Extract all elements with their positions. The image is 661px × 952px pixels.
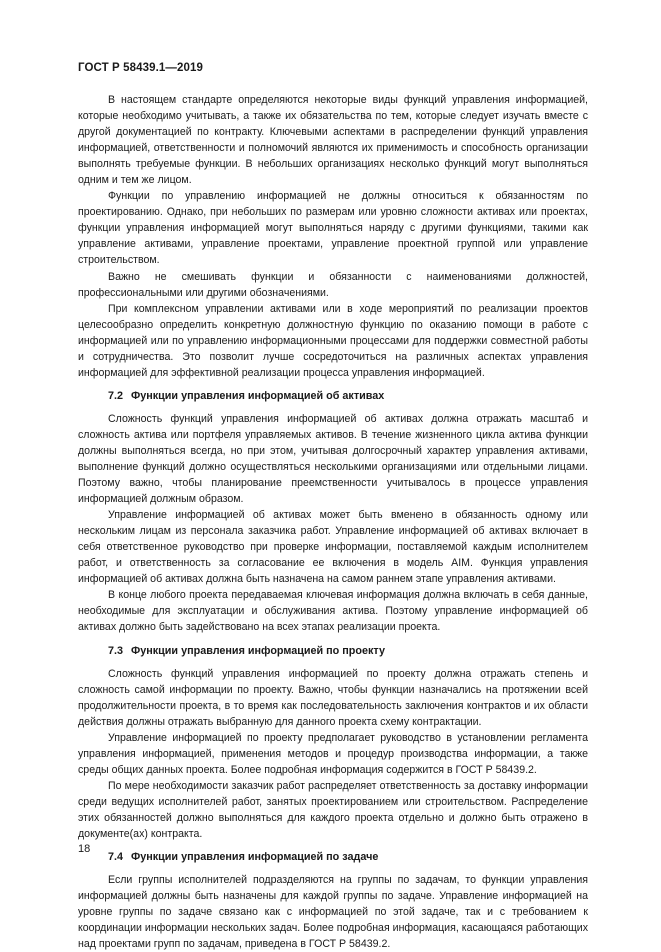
- paragraph: По мере необходимости заказчик работ распределяет ответственность за доставку информации среди ведущих исполнителей работ, занятых проектированием или строительством. Распределение этих обязанностей должно выполняться для каждого проекта отдельно и должно быть отражено в документе(ах) контракта.: [78, 779, 588, 840]
- section-heading: [78, 849, 588, 865]
- page-number: 18: [78, 843, 91, 855]
- section-heading: [78, 643, 588, 659]
- document-header: ГОСТ Р 58439.1—2019: [78, 62, 203, 74]
- section-title: Функции управления информацией по проекту: [131, 644, 385, 657]
- paragraph: Управление информацией об активах может быть вменено в обязанность одному или нескольким лицам из персонала заказчика работ. Управление информацией об активах включает в себя ответственное руководство при проверке информации, поставляемой каждым исполнителем работ, и ответственность за согласование ее включения в модель AIM. Функция управления информацией об активах должна быть назначена на самом раннем этапе управления активами.: [78, 509, 588, 586]
- document-body: [78, 92, 588, 952]
- section-heading: [78, 388, 588, 404]
- paragraph: В конце любого проекта передаваемая ключевая информация должна включать в себя данные, необходимые для эксплуатации и обслуживания актива. Поэтому управление информацией об активах должно быть задействовано на всех этапах реализации проекта.: [78, 589, 588, 634]
- paragraph: Управление информацией по проекту предполагает руководство в установлении регламента управления информацией, применения методов и процедур производства информации, а также среды общих данных проекта. Более подробная информация содержится в ГОСТ Р 58439.2.: [78, 731, 588, 776]
- paragraph: Если группы исполнителей подразделяются на группы по задачам, то функции управления информацией должны быть назначены для каждой группы по задаче. Управление информацией на уровне группы по задаче связано как с информацией по этой задаче, так и с требованием к координации информации нескольких задач. Более подробная информация, касающаяся работающих над проектами групп по задачам, приведена в ГОСТ Р 58439.2.: [78, 874, 588, 951]
- paragraph: В настоящем стандарте определяются некоторые виды функций управления информацией, которые необходимо учитывать, а также их обязательства по тем, которые следует изучать вместе с другой документацией по контракту. Ключевыми аспектами в распределении функций управления информацией, ответственности и полномочий являются их применимость и способность организации выполнять требуемые функции. В небольших организациях несколько функций могут выполняться одним и тем же лицом.: [78, 94, 588, 187]
- section-number: 7.3: [108, 644, 124, 657]
- paragraph: Сложность функций управления информацией по проекту должна отражать степень и сложность самой информации по проекту. Важно, чтобы функции назначались на протяжении всей продолжительности проекта, в то время как последовательность заключения контрактов и их области действия должны отражать выбранную для данного проекта схему контрактации.: [78, 667, 588, 728]
- section-number: 7.4: [108, 851, 124, 864]
- paragraph: Важно не смешивать функции и обязанности с наименованиями должностей, профессиональными или другими обозначениями.: [78, 270, 588, 299]
- paragraph: При комплексном управлении активами или в ходе мероприятий по реализации проектов целесообразно определить конкретную должностную функцию по оказанию помощи в работе с информацией или по управлению информационными процессами для поддержки совместной работы и сотрудничества. Это позволит лучше сосредоточиться на различных аспектах управления информацией для эффективной реализации процесса управления информацией.: [78, 302, 588, 379]
- section-title: Функции управления информацией об активах: [131, 389, 385, 402]
- section-number: 7.2: [108, 389, 124, 402]
- section-title: Функции управления информацией по задаче: [131, 851, 379, 864]
- paragraph: Сложность функций управления информацией об активах должна отражать масштаб и сложность актива или портфеля управляемых активов. В течение жизненного цикла актива функции должны выполняться всегда, но при этом, учитывая долгосрочный характер управления активами, выполнение функций должно осуществляться несколькими организациями или отдельными лицами. Поэтому важно, чтобы планирование преемственности учитывалось в процессе управления информацией должным образом.: [78, 412, 588, 506]
- paragraph: Функции по управлению информацией не должны относиться к обязанностям по проектированию. Однако, при небольших по размерам или уровню сложности активах или проектах, функции управления информацией могут выполняться наряду с другими функциями, такими как управление активами, управление проектами, управление проектной группой или управление строительством.: [78, 190, 588, 267]
